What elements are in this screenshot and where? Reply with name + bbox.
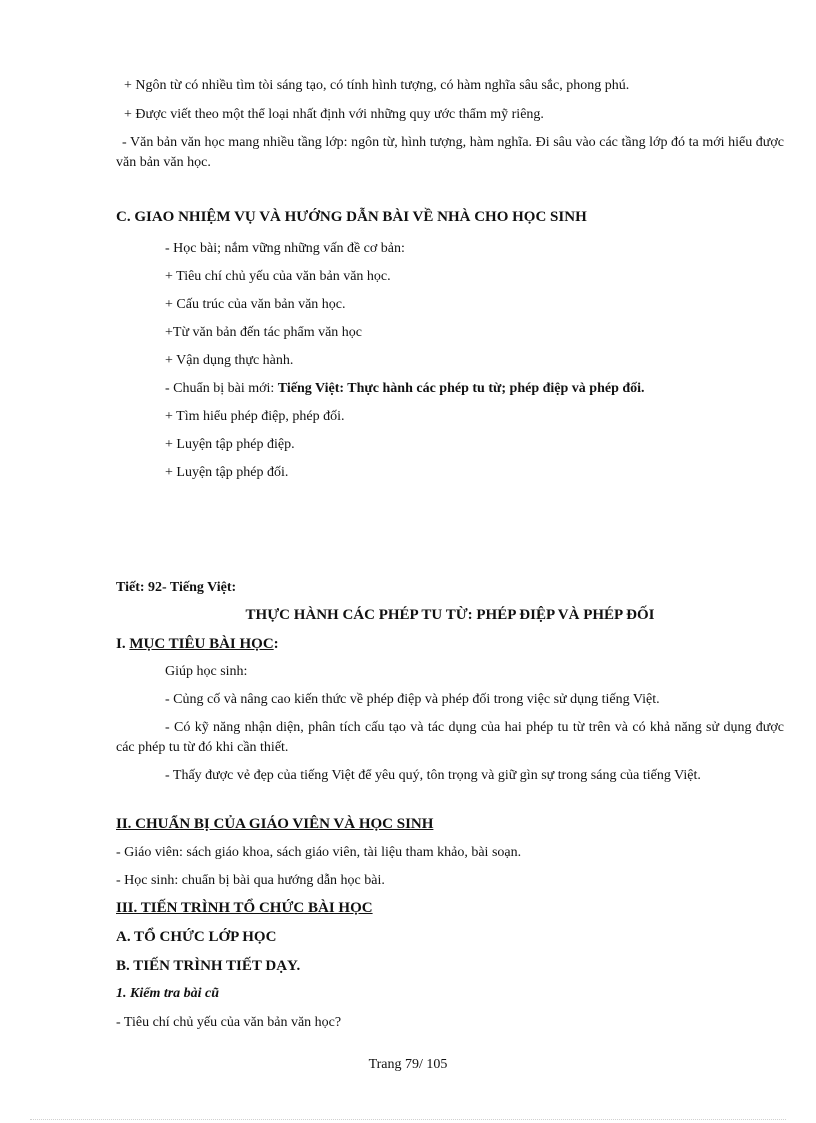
list-item: + Luyện tập phép đối.	[165, 465, 289, 480]
objectives-number: I.	[116, 636, 130, 652]
section-a-title: A. TỔ CHỨC LỚP HỌC	[116, 929, 277, 945]
lesson-period: Tiết: 92- Tiếng Việt:	[116, 580, 237, 595]
lesson-title: THỰC HÀNH CÁC PHÉP TU TỪ: PHÉP ĐIỆP VÀ PHÉP ĐỐI	[245, 607, 655, 623]
list-item: + Cấu trúc của văn bản văn học.	[165, 297, 346, 312]
list-item: + Tiêu chí chủ yếu của văn bản văn học.	[165, 269, 391, 284]
section-c-title: C. GIAO NHIỆM VỤ VÀ HƯỚNG DẪN BÀI VỀ NHÀ CHO HỌC SINH	[116, 209, 587, 225]
objectives-title: MỤC TIÊU BÀI HỌC	[129, 636, 274, 652]
paragraph-layers: - Văn bản văn học mang nhiều tầng lớp: ngôn từ, hình tượng, hàm nghĩa. Đi sâu vào các tầng lớp đó ta mới hiểu được văn bản văn học.	[116, 135, 784, 170]
objectives-colon: :	[273, 636, 279, 652]
objective-item: - Củng cố và nâng cao kiến thức về phép điệp và phép đối trong việc sử dụng tiếng Việt.	[165, 692, 660, 707]
list-item: + Luyện tập phép điệp.	[165, 437, 295, 452]
new-lesson-prep-label: - Chuẩn bị bài mới:	[165, 381, 275, 396]
student-prep: - Học sinh: chuẩn bị bài qua hướng dẫn học bài.	[116, 873, 385, 888]
list-item: + Tìm hiểu phép điệp, phép đối.	[165, 409, 345, 424]
process-title: III. TIẾN TRÌNH TỔ CHỨC BÀI HỌC	[116, 900, 373, 916]
new-lesson-prep	[165, 380, 645, 398]
section-b-title: B. TIẾN TRÌNH TIẾT DẠY.	[116, 958, 301, 974]
objective-item: - Thấy được vẻ đẹp của tiếng Việt để yêu quý, tôn trọng và giữ gìn sự trong sáng của tiếng Việt.	[165, 768, 701, 783]
list-item: - Học bài; nắm vững những vấn đề cơ bản:	[165, 241, 405, 256]
paragraph-genre: + Được viết theo một thể loại nhất định với những quy ước thẩm mỹ riêng.	[124, 107, 544, 122]
check-old-lesson-title: 1. Kiểm tra bài cũ	[116, 986, 220, 1001]
page-bottom-divider	[30, 1119, 786, 1120]
teacher-prep: - Giáo viên: sách giáo khoa, sách giáo viên, tài liệu tham khảo, bài soạn.	[116, 845, 522, 860]
help-line: Giúp học sinh:	[165, 664, 248, 679]
check-question: - Tiêu chí chủ yếu của văn bản văn học?	[116, 1015, 342, 1030]
preparation-title: II. CHUẨN BỊ CỦA GIÁO VIÊN VÀ HỌC SINH	[116, 816, 434, 832]
new-lesson-title: Tiếng Việt: Thực hành các phép tu từ; phép điệp và phép đối.	[277, 381, 645, 396]
page-number: Trang 79/ 105	[368, 1057, 448, 1072]
list-item: + Vận dụng thực hành.	[165, 353, 294, 368]
objective-item: - Có kỹ năng nhận diện, phân tích cấu tạo và tác dụng của hai phép tu từ trên và có khả năng sử dụng được các phép tu từ đó khi cần thiết.	[116, 720, 784, 755]
list-item: +Từ văn bản đến tác phẩm văn học	[165, 325, 363, 340]
paragraph-language: + Ngôn từ có nhiều tìm tòi sáng tạo, có tính hình tượng, có hàm nghĩa sâu sắc, phong phú.	[124, 78, 630, 93]
objectives-heading	[116, 635, 279, 653]
